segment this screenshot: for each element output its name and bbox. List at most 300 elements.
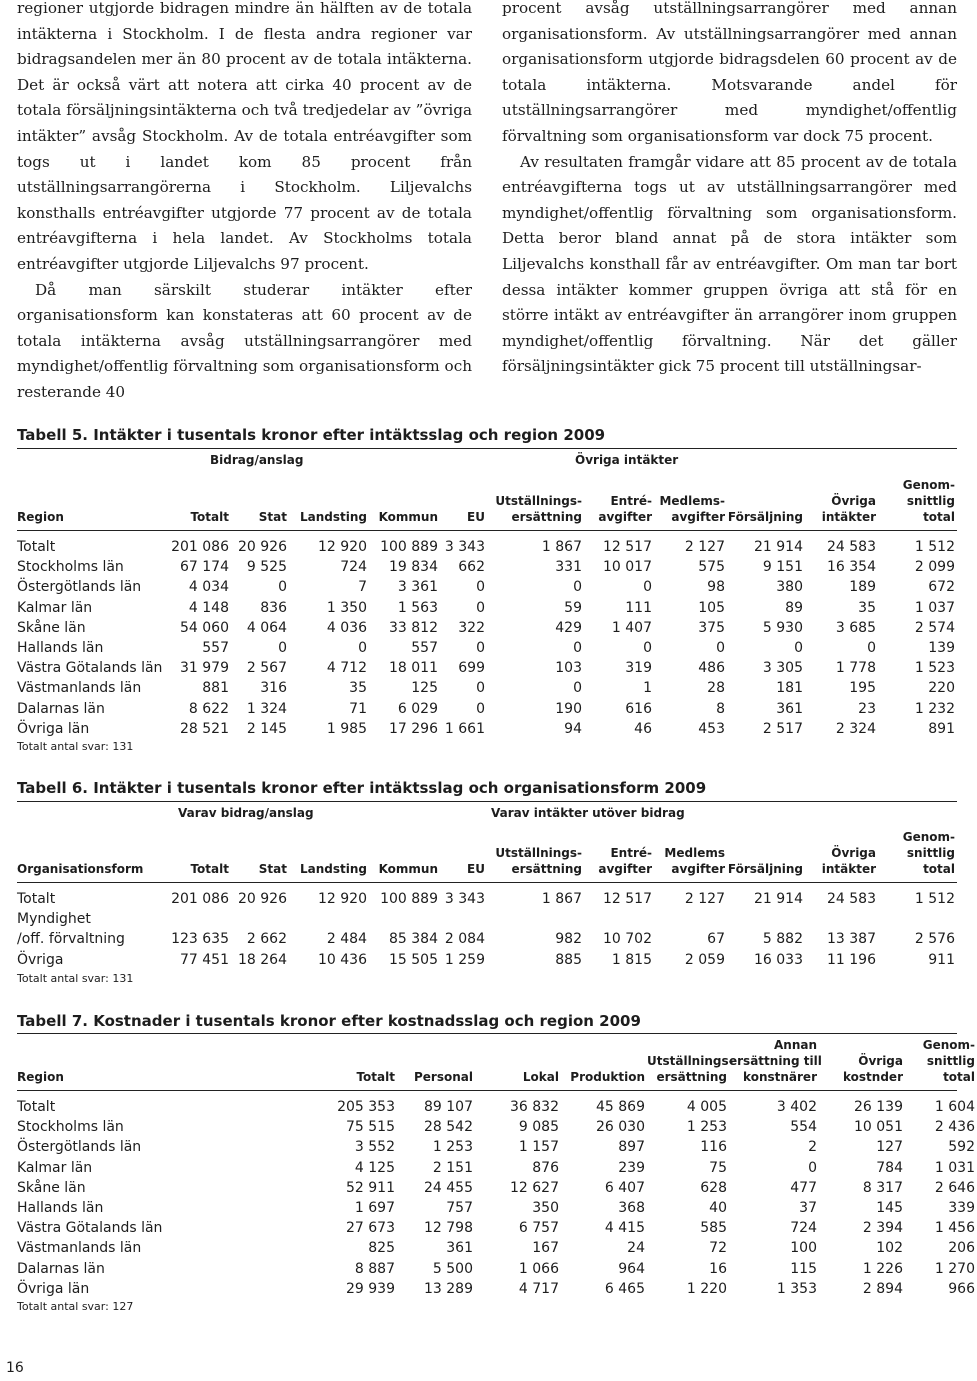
table-cell: 699	[458, 660, 485, 677]
table-row	[17, 1238, 977, 1258]
table-cell: 1 604	[934, 1099, 975, 1115]
table-title-text: Intäkter i tusentals kronor efter intäktsslag och region 2009	[93, 426, 606, 444]
table-row	[17, 1259, 977, 1279]
group-header: Övriga intäkter	[575, 453, 679, 467]
table-cell: 0	[476, 700, 485, 717]
table-cell: 6 029	[397, 700, 438, 717]
table-cell: 116	[700, 1139, 727, 1156]
table-cell: 12 920	[318, 891, 367, 907]
table-cell: 201 086	[171, 891, 229, 907]
table-cell: 757	[446, 1200, 473, 1217]
table-cell: 12 517	[603, 891, 652, 907]
column-header: Region	[17, 510, 64, 524]
table-cell: 123 635	[171, 931, 229, 948]
column-header: Landsting	[299, 510, 367, 524]
table-cell: 26 030	[596, 1119, 645, 1136]
divider	[17, 882, 957, 883]
table-cell: 125	[411, 680, 438, 697]
paragraph: Av resultaten framgår vidare att 85 procent av de totala entréavgifterna togs ut av utställningsarrangörer med myndighet/offentlig förvaltning som organisationsform. Detta beror bland annat på de stora intäkter som Liljevalchs konsthall får av entréavgifter. Om man tar bort dessa intäkter kommer gruppen övriga att stå för en större intäkt av entréavgifter än arrangörer inom gruppen myndighet/offentlig förvaltning. När det gäller försäljningsintäkter gick 75 procent till utställningsar-	[502, 152, 957, 376]
table-cell: 1 867	[541, 539, 582, 555]
column-header: Entré- avgifter	[598, 846, 652, 876]
table-cell: 27 673	[346, 1220, 395, 1237]
row-label: Skåne län	[17, 619, 86, 636]
column-header: Totalt	[356, 1070, 395, 1084]
table-cell: 3 361	[397, 579, 438, 596]
table-cell: 2 517	[762, 720, 803, 737]
table-cell: 662	[458, 559, 485, 576]
table-7-title	[17, 1012, 641, 1030]
table-cell: 26 139	[854, 1099, 903, 1115]
table-cell: 319	[625, 660, 652, 677]
row-label: Stockholms län	[17, 1119, 124, 1136]
table-cell: 1 985	[326, 720, 367, 737]
table-cell	[584, 909, 654, 929]
table-cell: 4 005	[686, 1099, 727, 1115]
table-cell: 94	[564, 720, 582, 737]
column-header: Försäljning	[727, 862, 803, 876]
table-cell: 2 662	[246, 931, 287, 948]
data-table	[17, 472, 957, 739]
table-cell: 10 017	[603, 559, 652, 576]
table-cell: 964	[618, 1260, 645, 1277]
table-cell: 4 712	[326, 660, 367, 677]
table-cell: 190	[555, 700, 582, 717]
table-cell: 111	[625, 599, 652, 616]
table-cell: 1 512	[914, 891, 955, 907]
table-cell: 672	[928, 579, 955, 596]
table-cell: 206	[948, 1240, 975, 1257]
table-cell: 2 127	[684, 891, 725, 907]
table-cell: 4 148	[188, 599, 229, 616]
table-cell: 0	[643, 579, 652, 596]
table-cell: 3 305	[762, 660, 803, 677]
column-header: Medlems- avgifter	[659, 494, 725, 524]
row-label: Västmanlands län	[17, 680, 142, 697]
table-cell: 13 289	[424, 1280, 473, 1297]
table-cell	[440, 909, 487, 929]
table-cell: 885	[555, 951, 582, 968]
table-label: Tabell 6.	[17, 779, 88, 797]
table-row	[17, 598, 957, 618]
table-cell: 7	[358, 579, 367, 596]
column-header: Utställnings- ersättning	[647, 1054, 734, 1084]
table-cell: 0	[476, 599, 485, 616]
table-cell: 72	[709, 1240, 727, 1257]
column-header: Organisationsform	[17, 862, 144, 876]
table-row	[17, 618, 957, 638]
table-cell: 36 832	[510, 1099, 559, 1115]
table-cell: 17 296	[389, 720, 438, 737]
table-cell: 100 889	[380, 539, 438, 555]
table-row	[17, 929, 957, 949]
table-cell: 1	[643, 680, 652, 697]
column-header: Genom- snittlig total	[922, 1038, 975, 1084]
table-row	[17, 699, 957, 719]
table-row	[17, 557, 957, 577]
column-header: Annan ersättning till konstnärer	[729, 1038, 822, 1084]
column-header: EU	[467, 862, 485, 876]
table-cell: 19 834	[389, 559, 438, 576]
table-cell: 316	[260, 680, 287, 697]
table-cell: 85 384	[389, 931, 438, 948]
table-cell: 145	[876, 1200, 903, 1217]
table-cell: 339	[948, 1200, 975, 1217]
table-cell: 89	[785, 599, 803, 616]
table-cell: 1 157	[518, 1139, 559, 1156]
table-cell: 375	[698, 619, 725, 636]
table-row	[17, 1178, 977, 1198]
table-5	[17, 472, 957, 739]
table-cell: 3 343	[444, 539, 485, 555]
table-cell: 8 887	[354, 1260, 395, 1277]
column-header: Stat	[258, 862, 287, 876]
table-cell: 52 911	[346, 1179, 395, 1196]
table-cell: 1 661	[444, 720, 485, 737]
table-cell	[369, 909, 440, 929]
row-label: Övriga län	[17, 1280, 90, 1297]
table-cell: 911	[928, 951, 955, 968]
table-cell: 1 253	[432, 1139, 473, 1156]
table-cell: 554	[790, 1119, 817, 1136]
table-header-row	[17, 824, 957, 881]
table-row	[17, 1089, 977, 1117]
table-cell: 201 086	[171, 539, 229, 555]
row-label: Västra Götalands län	[17, 1220, 163, 1237]
table-cell: 0	[808, 1159, 817, 1176]
group-header: Bidrag/anslag	[210, 453, 304, 467]
column-header: Försäljning	[727, 510, 803, 524]
table-cell: 167	[532, 1240, 559, 1257]
table-cell: 5 882	[762, 931, 803, 948]
table-cell: 897	[618, 1139, 645, 1156]
table-cell: 876	[532, 1159, 559, 1176]
column-header: EU	[467, 510, 485, 524]
row-label: Totalt	[17, 1099, 56, 1115]
table-cell: 486	[698, 660, 725, 677]
table-cell: 585	[700, 1220, 727, 1237]
column-header: Utställnings- ersättning	[495, 494, 582, 524]
table-cell: 966	[948, 1280, 975, 1297]
table-cell: 89 107	[424, 1099, 473, 1115]
table-cell: 23	[858, 700, 876, 717]
table-cell: 67	[707, 931, 725, 948]
column-header: Personal	[414, 1070, 473, 1084]
table-cell: 2 059	[684, 951, 725, 968]
table-cell: 195	[849, 680, 876, 697]
table-cell: 3 343	[444, 891, 485, 907]
table-cell: 1 815	[611, 951, 652, 968]
table-cell: 24 455	[424, 1179, 473, 1196]
table-cell: 46	[634, 720, 652, 737]
table-cell: 220	[928, 680, 955, 697]
table-cell: 1 456	[934, 1220, 975, 1237]
paragraph: regioner utgjorde bidragen mindre än hälften av de totala intäkterna i Stockholm. I de flesta andra regioner var bidragsandelen mer än 80 procent av de totala intäkterna. Det är också värt att notera att cirka 40 procent av de totala försäljningsintäkterna och två tredjedelar av ”övriga intäkter” avsåg Stockholm. Av de totala entréavgifter som togs ut i landet kom 85 procent från utställningsarrangörerna i Stockholm. Liljevalchs konsthalls entréavgifter utgjorde 77 procent av de totala entréavgifterna i hela landet. Av Stockholms totala entréavgifter utgjorde Liljevalchs 97 procent.	[17, 0, 472, 273]
table-cell: 54 060	[180, 619, 229, 636]
table-cell: 24 583	[827, 891, 876, 907]
table-cell: 0	[278, 640, 287, 657]
table-cell: 825	[368, 1240, 395, 1257]
table-row	[17, 719, 957, 739]
table-cell: 891	[928, 720, 955, 737]
table-cell: 105	[698, 599, 725, 616]
table-cell: 28 521	[180, 720, 229, 737]
table-cell: 4 125	[354, 1159, 395, 1176]
table-cell: 0	[476, 640, 485, 657]
table-cell: 1 512	[914, 539, 955, 555]
table-cell: 13 387	[827, 931, 876, 948]
table-cell: 0	[573, 640, 582, 657]
table-cell: 2 394	[862, 1220, 903, 1237]
column-header: Totalt	[190, 510, 229, 524]
table-cell: 982	[555, 931, 582, 948]
table-cell: 189	[849, 579, 876, 596]
table-note: Totalt antal svar: 131	[17, 972, 134, 985]
table-cell: 139	[928, 640, 955, 657]
table-cell: 16 033	[754, 951, 803, 968]
table-cell: 11 196	[827, 951, 876, 968]
table-cell: 1 353	[776, 1280, 817, 1297]
paragraph: procent avsåg utställningsarrangörer med annan organisationsform. Av utställningsarrangörer med annan organisationsform utgjorde bidragsdelen 60 procent av de totala intäkterna. Motsvarande andel för utställningsarrangörer med myndighet/offentlig förvaltning som organisationsform var dock 75 procent.	[502, 0, 957, 145]
column-header: Lokal	[522, 1070, 559, 1084]
column-header: Övriga kostnder	[843, 1054, 903, 1084]
table-row	[17, 658, 957, 678]
table-row	[17, 577, 957, 597]
table-cell: 628	[700, 1179, 727, 1196]
table-cell: 0	[476, 579, 485, 596]
paragraph: Då man särskilt studerar intäkter efter organisationsform kan konstateras att 60 procent av de totala intäkterna avsåg utställningsarrangörer med myndighet/offentlig förvaltning som organisationsform och resterande 40	[17, 280, 472, 401]
table-cell	[805, 909, 878, 929]
column-header: Region	[17, 1070, 64, 1084]
table-cell: 368	[618, 1200, 645, 1217]
page-number: 16	[6, 1360, 24, 1376]
table-cell: 1 066	[518, 1260, 559, 1277]
table-cell	[231, 909, 289, 929]
table-6	[17, 824, 957, 970]
table-cell	[878, 909, 957, 929]
table-cell: 575	[698, 559, 725, 576]
table-cell: 2	[808, 1139, 817, 1156]
row-label: Stockholms län	[17, 559, 124, 576]
table-cell: 4 415	[604, 1220, 645, 1237]
table-cell: 1 867	[541, 891, 582, 907]
table-cell: 181	[776, 680, 803, 697]
table-note: Totalt antal svar: 131	[17, 740, 134, 753]
row-label: Västmanlands län	[17, 1240, 142, 1257]
table-cell: 4 717	[518, 1280, 559, 1297]
table-cell: 28	[707, 680, 725, 697]
column-header: Entré- avgifter	[598, 494, 652, 524]
divider	[17, 448, 957, 449]
table-row	[17, 1218, 977, 1238]
table-cell: 350	[532, 1200, 559, 1217]
table-cell: 1 324	[246, 700, 287, 717]
table-row	[17, 1279, 977, 1299]
table-cell: 361	[446, 1240, 473, 1257]
row-label: Dalarnas län	[17, 700, 105, 717]
table-title-text: Kostnader i tusentals kronor efter kostnadsslag och region 2009	[93, 1012, 641, 1030]
table-header-row	[17, 472, 957, 529]
table-cell: 103	[555, 660, 582, 677]
table-row	[17, 950, 957, 970]
table-cell: 12 798	[424, 1220, 473, 1237]
table-cell: 77 451	[180, 951, 229, 968]
table-cell: 724	[340, 559, 367, 576]
table-header-row	[17, 1034, 977, 1089]
table-cell: 16	[709, 1260, 727, 1277]
table-cell: 477	[790, 1179, 817, 1196]
table-cell: 205 353	[337, 1099, 395, 1115]
table-cell: 3 552	[354, 1139, 395, 1156]
table-row	[17, 1158, 977, 1178]
table-5-title	[17, 426, 605, 444]
divider	[17, 530, 957, 531]
table-cell: 20 926	[238, 891, 287, 907]
text-column-right	[502, 0, 957, 380]
table-cell: 2 127	[684, 539, 725, 555]
row-label: Västra Götalands län	[17, 660, 163, 677]
table-row	[17, 529, 957, 557]
row-label: Östergötlands län	[17, 579, 142, 596]
table-cell: 15 505	[389, 951, 438, 968]
data-table	[17, 824, 957, 970]
table-cell: 12 627	[510, 1179, 559, 1196]
table-cell: 0	[573, 579, 582, 596]
table-cell: 67 174	[180, 559, 229, 576]
table-cell: 6 465	[604, 1280, 645, 1297]
table-cell: 2 084	[444, 931, 485, 948]
table-cell: 557	[202, 640, 229, 657]
row-label: Kalmar län	[17, 599, 93, 616]
column-header: Genom- snittlig total	[902, 830, 955, 876]
table-cell: 2 567	[246, 660, 287, 677]
table-cell: 16 354	[827, 559, 876, 576]
table-cell: 0	[573, 680, 582, 697]
table-cell: 724	[790, 1220, 817, 1237]
table-cell: 45 869	[596, 1099, 645, 1115]
table-cell: 836	[260, 599, 287, 616]
table-cell: 98	[707, 579, 725, 596]
table-cell: 557	[411, 640, 438, 657]
table-cell: 24 583	[827, 539, 876, 555]
table-cell: 5 930	[762, 619, 803, 636]
row-label: Dalarnas län	[17, 1260, 105, 1277]
table-cell: 102	[876, 1240, 903, 1257]
table-cell: 9 151	[762, 559, 803, 576]
column-header: Stat	[258, 510, 287, 524]
table-cell	[289, 909, 369, 929]
table-cell: 6 757	[518, 1220, 559, 1237]
row-label: Totalt	[17, 539, 56, 555]
table-cell	[487, 909, 584, 929]
row-label: Totalt	[17, 891, 56, 907]
table-cell: 28 542	[424, 1119, 473, 1136]
divider	[17, 1090, 957, 1091]
table-cell: 100	[790, 1240, 817, 1257]
row-label: Hallands län	[17, 1200, 104, 1217]
column-header: Kommun	[378, 510, 438, 524]
table-cell: 1 232	[914, 700, 955, 717]
column-header: Utställnings- ersättning	[495, 846, 582, 876]
table-row	[17, 678, 957, 698]
table-cell: 2 576	[914, 931, 955, 948]
table-cell: 100 889	[380, 891, 438, 907]
table-cell: 10 051	[854, 1119, 903, 1136]
table-cell: 40	[709, 1200, 727, 1217]
table-cell: 429	[555, 619, 582, 636]
row-label: Övriga	[17, 951, 64, 968]
table-cell: 35	[349, 680, 367, 697]
table-cell: 881	[202, 680, 229, 697]
table-cell: 453	[698, 720, 725, 737]
table-label: Tabell 5.	[17, 426, 88, 444]
table-cell: 0	[643, 640, 652, 657]
row-label: Kalmar län	[17, 1159, 93, 1176]
group-header: Varav intäkter utöver bidrag	[491, 806, 685, 820]
row-label: Övriga län	[17, 720, 90, 737]
row-label: Myndighet	[17, 911, 91, 928]
table-cell: 115	[790, 1260, 817, 1277]
table-label: Tabell 7.	[17, 1012, 88, 1030]
table-cell: 12 920	[318, 539, 367, 555]
table-cell: 1 778	[835, 660, 876, 677]
table-cell: 1 226	[862, 1260, 903, 1277]
data-table	[17, 1034, 977, 1299]
table-cell: 4 064	[246, 619, 287, 636]
table-cell: 1 407	[611, 619, 652, 636]
table-cell: 592	[948, 1139, 975, 1156]
row-label: Hallands län	[17, 640, 104, 657]
table-cell: 21 914	[754, 539, 803, 555]
row-label: /off. förvaltning	[17, 931, 125, 948]
column-header: Genom- snittlig total	[902, 478, 955, 524]
table-cell: 2 151	[432, 1159, 473, 1176]
group-header: Varav bidrag/anslag	[178, 806, 314, 820]
table-title-text: Intäkter i tusentals kronor efter intäktsslag och organisationsform 2009	[93, 779, 707, 797]
table-cell: 35	[858, 599, 876, 616]
table-cell: 1 697	[354, 1200, 395, 1217]
table-cell: 2 574	[914, 619, 955, 636]
table-cell: 8 317	[862, 1179, 903, 1196]
table-cell: 2 894	[862, 1280, 903, 1297]
table-cell: 10 702	[603, 931, 652, 948]
divider	[17, 801, 957, 802]
table-cell: 75	[709, 1159, 727, 1176]
table-cell: 784	[876, 1159, 903, 1176]
table-cell: 0	[867, 640, 876, 657]
table-cell: 0	[716, 640, 725, 657]
table-cell: 2 145	[246, 720, 287, 737]
text-column-left	[17, 0, 472, 406]
table-cell: 0	[358, 640, 367, 657]
table-cell: 20 926	[238, 539, 287, 555]
table-cell: 59	[564, 599, 582, 616]
column-header: Kommun	[378, 862, 438, 876]
table-note: Totalt antal svar: 127	[17, 1300, 134, 1313]
table-cell: 3 402	[776, 1099, 817, 1115]
column-header: Produktion	[570, 1070, 645, 1084]
column-header: Övriga intäkter	[821, 494, 876, 524]
table-cell: 71	[349, 700, 367, 717]
table-cell: 1 523	[914, 660, 955, 677]
table-cell: 4 034	[188, 579, 229, 596]
table-cell: 361	[776, 700, 803, 717]
table-cell: 4 036	[326, 619, 367, 636]
table-cell: 24	[627, 1240, 645, 1257]
table-cell: 9 085	[518, 1119, 559, 1136]
table-cell: 6 407	[604, 1179, 645, 1196]
table-cell: 1 563	[397, 599, 438, 616]
table-row	[17, 1198, 977, 1218]
